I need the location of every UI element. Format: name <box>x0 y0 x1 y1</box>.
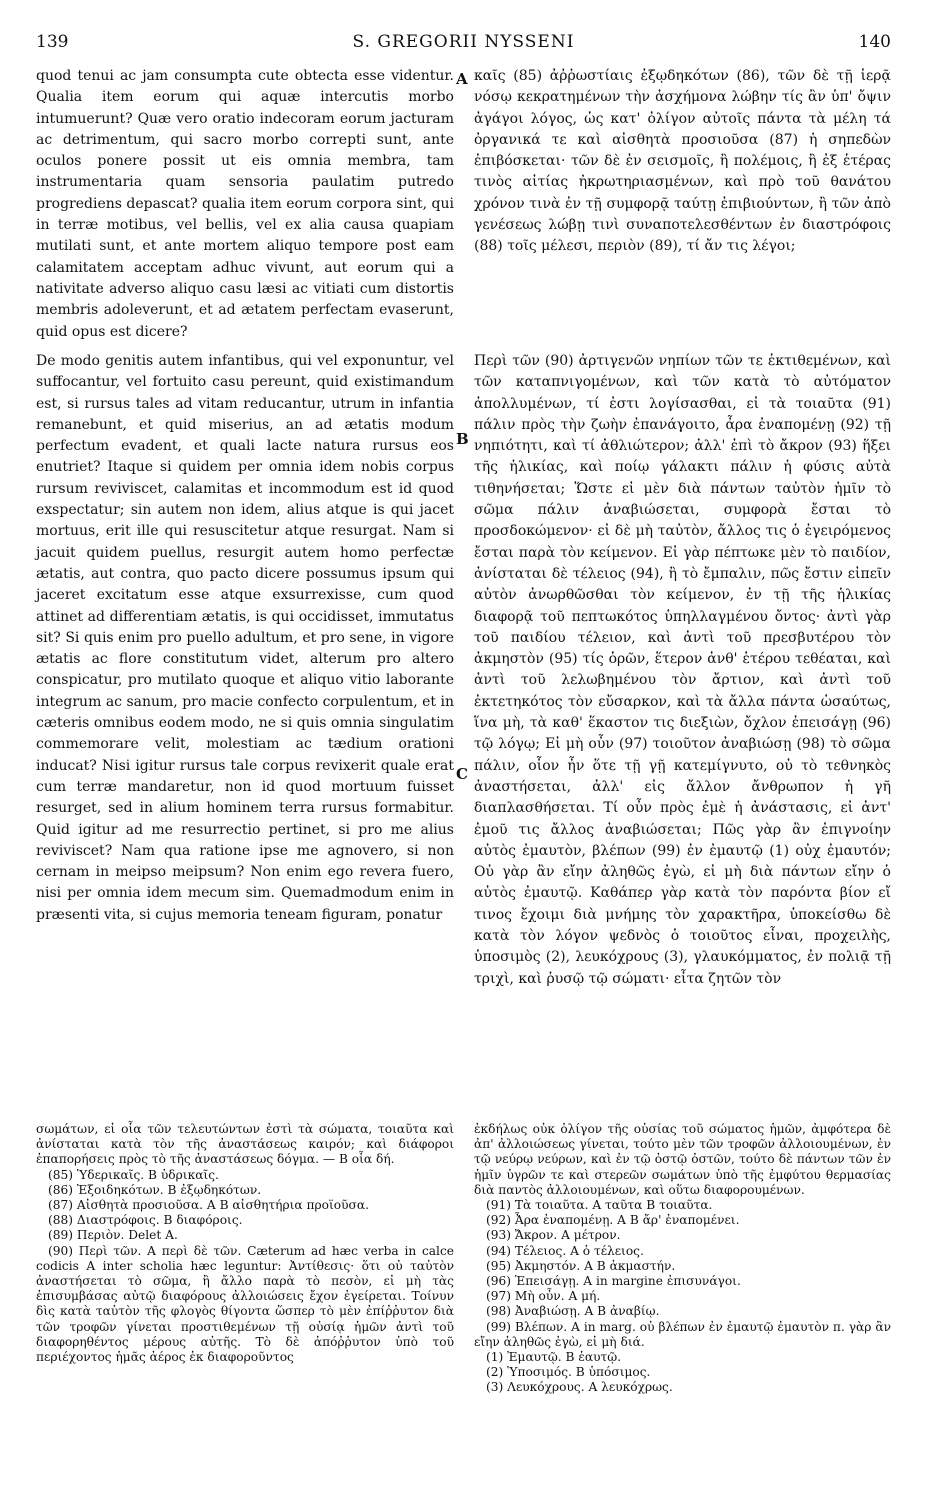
footnote: (86) Ἐξοιδηκότων. B ἐξῳδηκότων. <box>48 1182 262 1197</box>
page-header <box>36 32 891 56</box>
footnote: (92) Ἆρα ἐναπομένῃ. A B ἄρ' ἐναπομένει. <box>486 1213 740 1228</box>
footnote: (97) Μὴ οὖν. A μή. <box>486 1289 601 1304</box>
footnote: (89) Περιὸν. Delet A. <box>48 1228 178 1243</box>
margin-marker-a: A <box>456 70 468 88</box>
running-title: S. GREGORII NYSSENI <box>352 32 575 52</box>
footnote: (99) Βλέπων. A in marg. οὐ βλέπων ἐν ἐμαυτῷ ἐμαυτὸν π. γὰρ ἂν εἴην ἀληθῶς ἐγὼ, εἰ μὴ διά. <box>474 1319 891 1349</box>
footnote: (2) Ὑποσιμός. B ὑπόσιμος. <box>486 1365 651 1380</box>
footnotes-right <box>474 1122 891 1492</box>
margin-marker-c: C <box>456 765 468 783</box>
footnote: (3) Λευκόχρους. A λευκόχρως. <box>486 1380 673 1395</box>
footnote: (94) Τέλειος. A ὁ τέλειος. <box>486 1243 644 1258</box>
latin-column-top: quod tenui ac jam consumpta cute obtecta esse videntur. Qualia item eorum qui aquæ intercutis morbo intumuerunt? Quæ vero oratio indecoram eorum jacturam ac detrimentum, qui sacro morbo correpti sunt, ante oculos ponere possit ut eis omnia membra, tam instrumentaria quam sensoria paulatim putredo progrediens depascat? qualia item eorum corpora sint, qui in terræ motibus, vel bellis, vel ex alia causa quapiam mutilati sunt, et ante mortem aliquo tempore post eam calamitatem acceptam adhuc vivunt, aut eorum qui a nativitate adverso aliquo casu læsi ac vitiati cum distortis membris adoleverunt, et ad ætatem perfectam evaserunt, quid opus est dicere? <box>36 68 454 340</box>
footnote: (85) Ὑδερικαῖς. B ὑδρικαῖς. <box>48 1167 219 1182</box>
footnote: (98) Ἀναβιώσῃ. A B ἀναβίῳ. <box>486 1304 660 1319</box>
footnote: (91) Τὰ τοιαῦτα. A ταῦτα B τοιαῦτα. <box>486 1198 713 1213</box>
greek-column-main: Περὶ τῶν (90) ἀρτιγενῶν νηπίων τῶν τε ἐκτιθεμένων, καὶ τῶν καταπνιγομένων, καὶ τῶν κατὰ τὸ αὐτόματον ἀπολλυμένων, τί ἐστι λογίσασθαι, εἰ τὰ τοιαῦτα (91) πάλιν πρὸς τὴν ζωὴν ἐπανάγοιτο, ἆρα ἐναπομένῃ (92) τῇ νηπιότητι, καὶ τί ἀθλιώτερον; ἀλλ' ἐπὶ τὸ ἄκρον (93) ἥξει τῆς ἡλικίας, καὶ ποίῳ γάλακτι πάλιν ἡ φύσις αὐτὰ τιθηνήσεται; Ὥστε εἰ μὲν διὰ πάντων ταὐτὸν ἡμῖν τὸ σῶμα πάλιν ἀναβιώσεται, συμφορὰ ἔσται τὸ προσδοκώμενον· εἰ δὲ μὴ ταὐτὸν, ἄλλος τις ὁ ἐγειρόμενος ἔσται παρὰ τὸν κείμενον. Εἰ γὰρ πέπτωκε μὲν τὸ παιδίον, ἀνίσταται δὲ τέλειος (94), ἢ τὸ ἔμπαλιν, πῶς ἔστιν εἰπεῖν αὐτὸν ἀνωρθῶσθαι τὸν κείμενον, ἐν τῇ τῆς ἡλικίας διαφορᾷ τοῦ πεπτωκότος ὑπηλλαγμένου ὄντος· ἀντὶ γὰρ τοῦ παιδίου τέλειον, καὶ ἀντὶ τοῦ πρεσβυτέρου τὸν ἀκμηστὸν (95) τίς ὁρῶν, ἕτερον ἀνθ' ἑτέρου τεθέαται, καὶ ἀντὶ τοῦ λελωβημένου τὸν ἄρτιον, καὶ ἀντὶ τοῦ ἐκτετηκότος τὸν εὔσαρκον, καὶ τὰ ἄλλα πάντα ὡσαύτως, ἵνα μὴ, τὰ καθ' ἕκαστον τις διεξιὼν, ὄχλον ἐπεισάγῃ (96) τῷ λόγῳ; Εἰ μὴ οὖν (97) τοιοῦτον ἀναβιώσῃ (98) τὸ σῶμα πάλιν, οἷον ἦν ὅτε τῇ γῇ κατεμίγνυτο, οὐ τὸ τεθνηκὸς ἀναστήσεται, ἀλλ' εἰς ἄλλον ἄνθρωπον ἡ γῆ διαπλασθήσεται. Τί οὖν πρὸς ἐμὲ ἡ ἀνάστασις, εἰ ἀντ' ἐμοῦ τις ἄλλος ἀναβιώσεται; Πῶς γὰρ ἂν ἐπιγνοίην αὐτὸς ἐμαυτὸν, βλέπων (99) ἐν ἐμαυτῷ (1) οὐχ ἐμαυτόν; Οὐ γὰρ ἂν εἴην ἀληθῶς ἐγὼ, εἰ μὴ διὰ πάντων εἴην ὁ αὐτὸς ἐμαυτῷ. Καθάπερ γὰρ κατὰ τὸν παρόντα βίον εἴ τινος ἔχοιμι διὰ μνήμης τὸν χαρακτῆρα, ὑποκείσθω δὲ κατὰ τὸν λόγον ψεδνὸς ὁ τοιοῦτος εἶναι, προχειλὴς, ὑποσιμὸς (2), λευκόχρους (3), γλαυκόμματος, ἐν πολιᾷ τῇ τριχὶ, καὶ ῥυσῷ τῷ σώματι· εἶτα ζητῶν τὸν <box>474 353 891 987</box>
footnote: (90) Περὶ τῶν. A περὶ δὲ τῶν. Cæterum ad hæc verba in calce codicis A inter scholia hæc leguntur: Ἀντίθεσις· ὅτι οὐ ταὐτὸν ἀναστήσεται τὸ σῶμα, ἢ ἄλλο παρὰ τὸ πεσὸν, εἰ μὴ τὰς ἐπισυμβάσας αὐτῷ διαφόρους ἀλλοιώσεις ἔχον ἐγείρεται. Τοίνυν δὶς κατὰ ταὐτὸν τῆς φλογὸς θίγοντα ὥσπερ τὸ μὲν ἐπίῤῥυτον διὰ τῶν τροφῶν γίνεται προστιθεμένων τῇ οὐσίᾳ ἡμῶν ἀντὶ τοῦ διαφορηθέντος μέρους αὐτῆς. Τὸ δὲ ἀπόῤῥυτον ὑπὸ τοῦ περιέχοντος ἡμᾶς ἀέρος ἐκ διαφοροῦντος <box>36 1243 454 1365</box>
page-number-left: 139 <box>36 32 69 52</box>
footnote: σωμάτων, εἰ οἷα τῶν τελευτώντων ἐστὶ τὰ σώματα, τοιαῦτα καὶ ἀνίσταται κατὰ τὸν τῆς ἀναστάσεως καιρόν; καὶ διάφοροι ἐπαπορήσεις πρὸς τὸ τῆς ἀναστάσεως δόγμα. — B οἷα δή. <box>36 1122 454 1167</box>
latin-column-main: De modo genitis autem infantibus, qui vel exponuntur, vel suffocantur, vel fortuito casu pereunt, quid existimandum est, si rursus tales ad vitam reducantur, utrum in infantia remanebunt, et quid miserius, an ad ætatis modum perfectum evadent, et quali lacte natura rursus eos enutriet? Itaque si quidem per omnia idem nobis corpus rursum reviviscet, calamitas et incommodum est id quod exspectatur; sin autem non idem, alius atque is qui jacet mortuus, erit ille qui resuscitetur atque resurgat. Nam si jacuit quidem puellus, resurgit autem homo perfectæ ætatis, aut contra, quo pacto dicere possumus ipsum qui jaceret excitatum esse atque exsurrexisse, cum quod attinet ad differentiam ætatis, is qui occidisset, immutatus sit? Si quis enim pro puello adultum, et pro sene, in vigore ætatis ac flore constitutum videt, alterum pro altero conspicatur, pro mutilato quoque et aliquo vitio laborante integrum ac sanum, pro macie confecto corpulentum, et in cæteris omnibus eodem modo, ne si quis omnia singulatim commemorare velit, molestiam ac tædium orationi inducat? Nisi igitur rursus tale corpus revixerit quale erat cum terræ mandaretur, non id quod mortuum fuisset resurget, sed in alium hominem terra rursus formabitur. Quid igitur ad me resurrectio pertinet, si pro me alius reviviscet? Nam qua ratione ipse me agnovero, si non cernam in meipso meipsum? Non enim ego revera fuero, nisi per omnia idem mecum sim. Quemadmodum enim in præsenti vita, si cujus memoria teneam figuram, ponatur <box>36 353 454 923</box>
footnote: (93) Ἄκρον. A μέτρον. <box>486 1228 621 1243</box>
page-number-right: 140 <box>858 32 891 52</box>
footnote: (88) Διαστρόφοις. B διαφόροις. <box>48 1213 243 1228</box>
footnote: (1) Ἐμαυτῷ. B ἑαυτῷ. <box>486 1350 622 1365</box>
footnotes-left <box>36 1122 454 1492</box>
footnote: (96) Ἐπεισάγῃ. A in margine ἐπισυνάγοι. <box>486 1274 741 1289</box>
footnote: (87) Αἰσθητὰ προσιοῦσα. A B αἰσθητήρια προϊοῦσα. <box>48 1198 369 1213</box>
greek-column-top: καῖς (85) ἀῤῥωστίαις ἐξῳδηκότων (86), τῶν δὲ τῇ ἱερᾷ νόσῳ κεκρατημένων τὴν ἀσχήμονα λώβην τίς ἂν ὑπ' ὄψιν ἀγάγοι λόγος, ὡς κατ' ὀλίγον αὐτοῖς πάντα τὰ μέλη τά ὀργανικά τε καὶ αἰσθητὰ προσιοῦσα (87) ἡ σηπεδὼν ἐπιβόσκεται· τῶν δὲ ἐν σεισμοῖς, ἢ πολέμοις, ἢ ἐξ ἑτέρας τινὸς αἰτίας ἠκρωτηριασμένων, καὶ πρὸ τοῦ θανάτου χρόνον τινὰ ἐν τῇ συμφορᾷ ταύτῃ ἐπιβιούντων, ἢ τῶν ἀπὸ γενέσεως λώβῃ τινὶ συναποτελεσθέντων ἐν διαστρόφοις (88) τοῖς μέλεσι, περιὸν (89), τί ἄν τις λέγοι; <box>474 68 891 255</box>
footnote: (95) Ἀκμηστόν. A B ἀκμαστήν. <box>486 1258 676 1273</box>
footnote: ἐκδήλως οὐκ ὀλίγον τῆς οὐσίας τοῦ σώματος ἡμῶν, ἀμφότερα δὲ ἀπ' ἀλλοιώσεως γίνεται, τούτο μὲν τῶν τροφῶν ἀλλοιουμένων, ἐν τῷ νεύρῳ νεύρων, καὶ ἐν τῷ ὀστῷ ὀστῶν, τούτο δὲ πάντων τῶν ἐν ἡμῖν ὑγρῶν τε καὶ στερεῶν σωμάτων ὑπὸ τῆς ἐμφύτου θερμασίας διὰ παντὸς ἀλλοιουμένων, καὶ οὕτω διαφορουμένων. <box>474 1122 891 1197</box>
margin-marker-b: B <box>456 430 469 448</box>
